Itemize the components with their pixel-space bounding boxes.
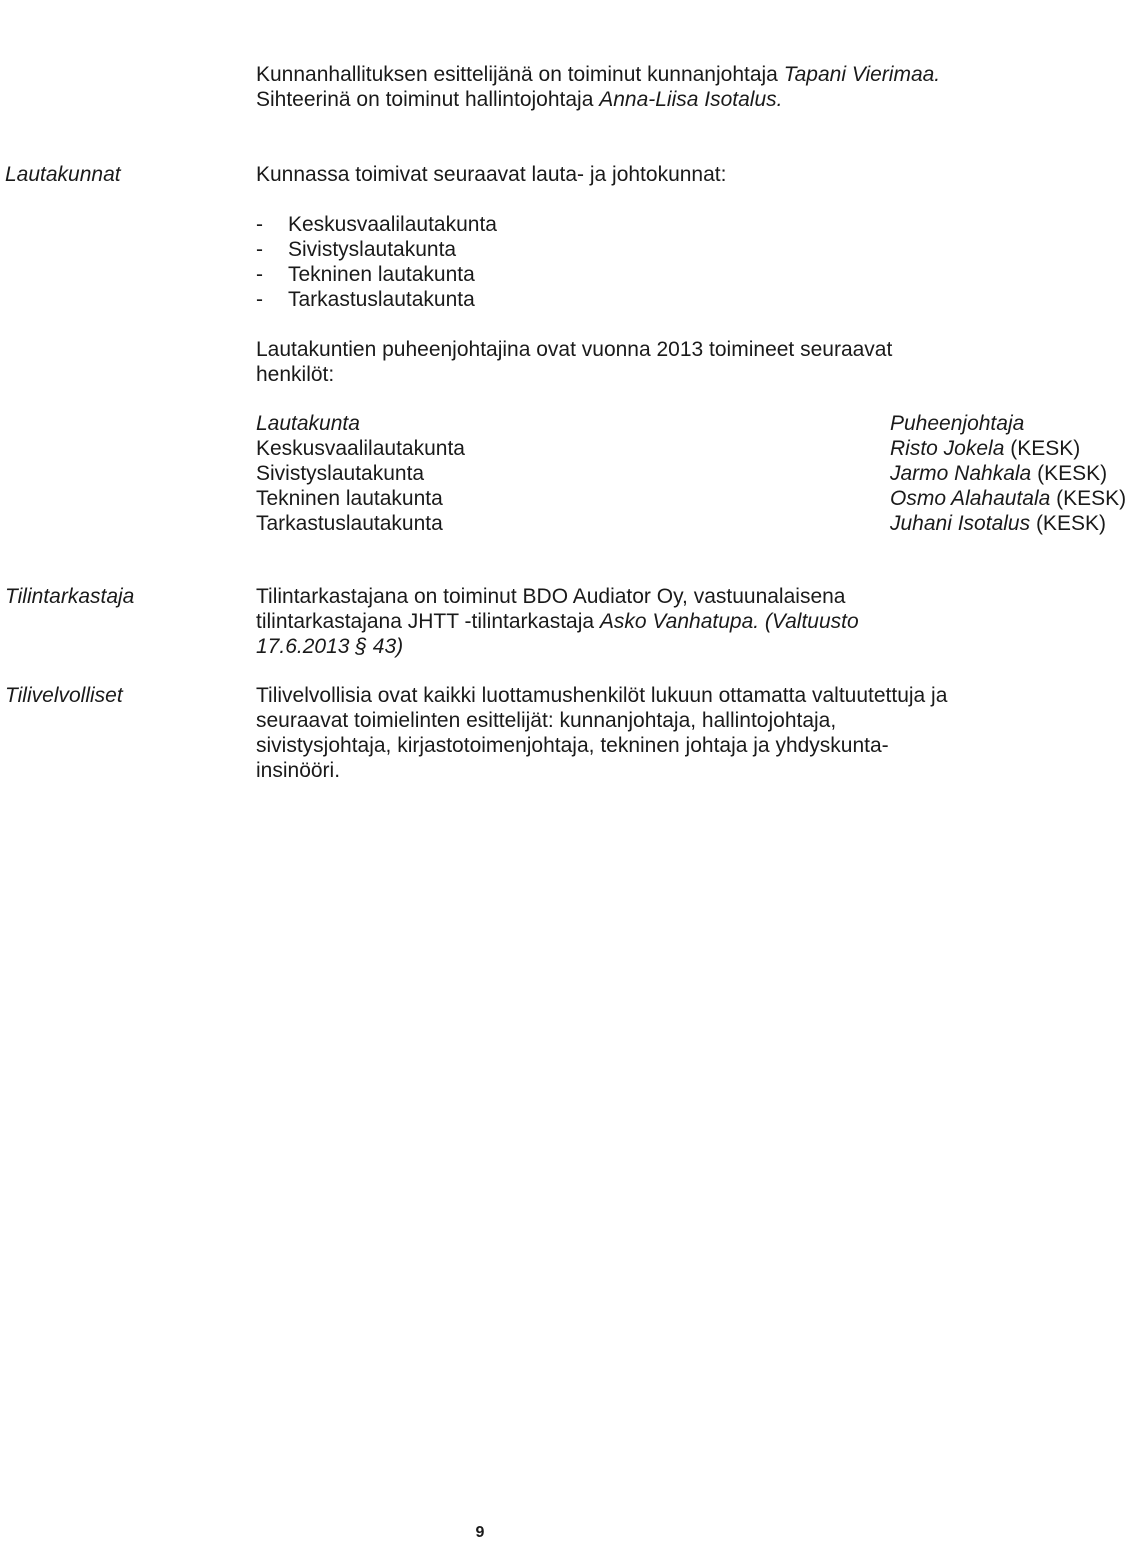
- list-item: - Sivistyslautakunta: [256, 238, 457, 261]
- side-label-lautakunnat: Lautakunnat: [5, 163, 121, 186]
- chairs-intro: Lautakuntien puheenjohtajina ovat vuonna 2013 toimineet seuraavat henkilöt:: [256, 338, 893, 386]
- intro-line-1: Kunnanhallituksen esittelijänä on toiminut kunnanjohtaja Tapani Vierimaa.: [256, 63, 941, 86]
- page-number: 9: [475, 1524, 485, 1541]
- board-list: [256, 212, 956, 312]
- list-item: - Tekninen lautakunta: [256, 263, 475, 286]
- side-label-tilintarkastaja: Tilintarkastaja: [5, 585, 135, 608]
- list-item: - Tarkastuslautakunta: [256, 288, 475, 311]
- auditor-paragraph: Tilintarkastajana on toiminut BDO Audiator Oy, vastuunalaisena tilintarkastajana JHTT -tilintarkastaja Asko Vanhatupa. (Valtuusto 17.6.2013 § 43): [256, 585, 859, 658]
- lautakunnat-intro: Kunnassa toimivat seuraavat lauta- ja johtokunnat:: [256, 163, 727, 186]
- intro-name-1: Tapani Vierimaa.: [783, 63, 941, 86]
- intro-line-2: Sihteerinä on toiminut hallintojohtaja Anna-Liisa Isotalus.: [256, 88, 783, 111]
- column-header-board: Lautakunta: [256, 412, 360, 435]
- column-header-chair: Puheenjohtaja: [890, 412, 1025, 435]
- intro-name-2: Anna-Liisa Isotalus.: [599, 88, 783, 111]
- table-row: Keskusvaalilautakunta Risto Jokela (KESK): [256, 437, 1081, 460]
- accountable-paragraph: Tilivelvollisia ovat kaikki luottamushenkilöt lukuun ottamatta valtuutettuja ja seuraavat toimielinten esittelijät: kunnanjohtaja, hallintojohtaja, sivistysjohtaja, kirjastotoimenjohtaja, tekninen johtaja ja yhdyskunta-insinööri.: [256, 684, 948, 782]
- side-label-tilivelvolliset: Tilivelvolliset: [5, 684, 123, 707]
- chairs-table: [256, 411, 1126, 536]
- table-row: Tarkastuslautakunta Juhani Isotalus (KESK): [256, 512, 1106, 535]
- table-row: Sivistyslautakunta Jarmo Nahkala (KESK): [256, 462, 1108, 485]
- table-header: [256, 411, 1025, 436]
- intro-paragraph: [256, 62, 956, 112]
- table-row: Tekninen lautakunta Osmo Alahautala (KESK): [256, 487, 1126, 510]
- list-item: - Keskusvaalilautakunta: [256, 213, 497, 236]
